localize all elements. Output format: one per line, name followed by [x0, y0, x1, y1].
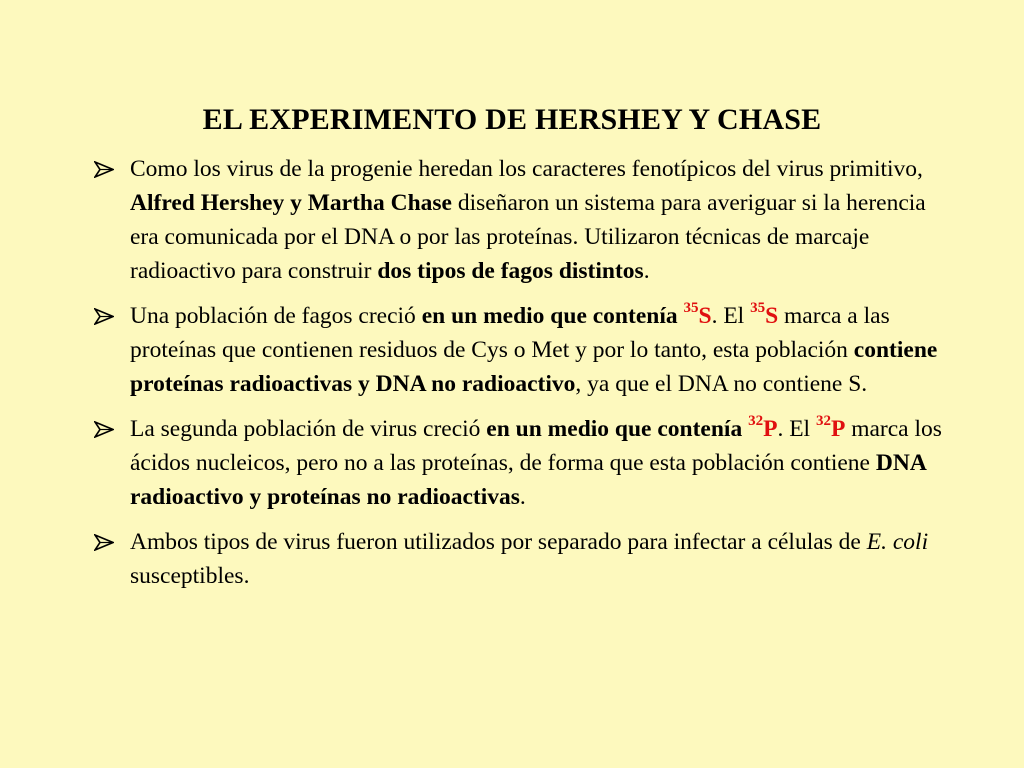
bullet-text — [130, 300, 938, 397]
bold-text: en un medio que contenía — [486, 416, 749, 442]
arrowhead-bullet-icon — [92, 412, 116, 446]
bold-text: en un medio que contenía — [421, 303, 684, 329]
text-segment: marca los ácidos nucleicos, pero no a las proteínas, de forma que esta población contiene — [130, 416, 942, 476]
bold-text: Alfred Hershey y Martha Chase — [130, 190, 452, 216]
bullet-item — [92, 412, 948, 514]
bold-text: contiene proteínas radioactivas y DNA no radioactivo — [130, 337, 938, 397]
text-segment: susceptibles. — [130, 563, 250, 589]
arrowhead-bullet-icon — [92, 525, 116, 559]
isotope-symbol: S — [698, 303, 712, 329]
text-segment: diseñaron un sistema para averiguar si la herencia era comunicada por el DNA o por las proteínas. Utilizaron técnicas de marcaje radioactivo para construir — [130, 190, 926, 284]
bullet-item — [92, 525, 948, 593]
bullet-text — [130, 156, 926, 284]
text-segment: . — [519, 484, 526, 510]
text-segment: Una población de fagos creció — [130, 303, 422, 329]
bullet-text — [130, 413, 942, 510]
text-segment: Como los virus de la progenie heredan los caracteres fenotípicos del virus primitivo, — [130, 156, 923, 182]
bold-text: dos tipos de fagos distintos — [377, 258, 644, 284]
isotope-mass-number: 35 — [750, 300, 766, 317]
isotope-mass-number: 32 — [748, 413, 764, 430]
text-segment: . El — [711, 303, 751, 329]
isotope-symbol: P — [763, 416, 778, 442]
isotope-symbol: P — [830, 416, 846, 442]
isotope-symbol: S — [765, 303, 779, 329]
text-segment: marca a las proteínas que contienen residuos de Cys o Met y por lo tanto, esta población — [130, 303, 890, 363]
bullet-item — [92, 299, 948, 401]
bullet-text — [130, 529, 928, 589]
arrowhead-bullet-icon — [92, 299, 116, 333]
text-segment: . El — [777, 416, 816, 442]
bullet-item — [92, 152, 948, 288]
text-segment: , ya que el DNA no contiene S. — [575, 371, 868, 397]
text-segment: La segunda población de virus creció — [130, 416, 487, 442]
bullet-list — [92, 152, 948, 604]
italic-text: E. coli — [866, 529, 929, 555]
isotope-mass-number: 32 — [815, 413, 831, 430]
arrowhead-bullet-icon — [92, 152, 116, 186]
isotope-mass-number: 35 — [683, 300, 699, 317]
bold-text: DNA radioactivo y proteínas no radioactivas — [130, 450, 926, 510]
text-segment: . — [643, 258, 650, 284]
slide-title: EL EXPERIMENTO DE HERSHEY Y CHASE — [202, 103, 822, 137]
text-segment: Ambos tipos de virus fueron utilizados por separado para infectar a células de — [130, 529, 867, 555]
